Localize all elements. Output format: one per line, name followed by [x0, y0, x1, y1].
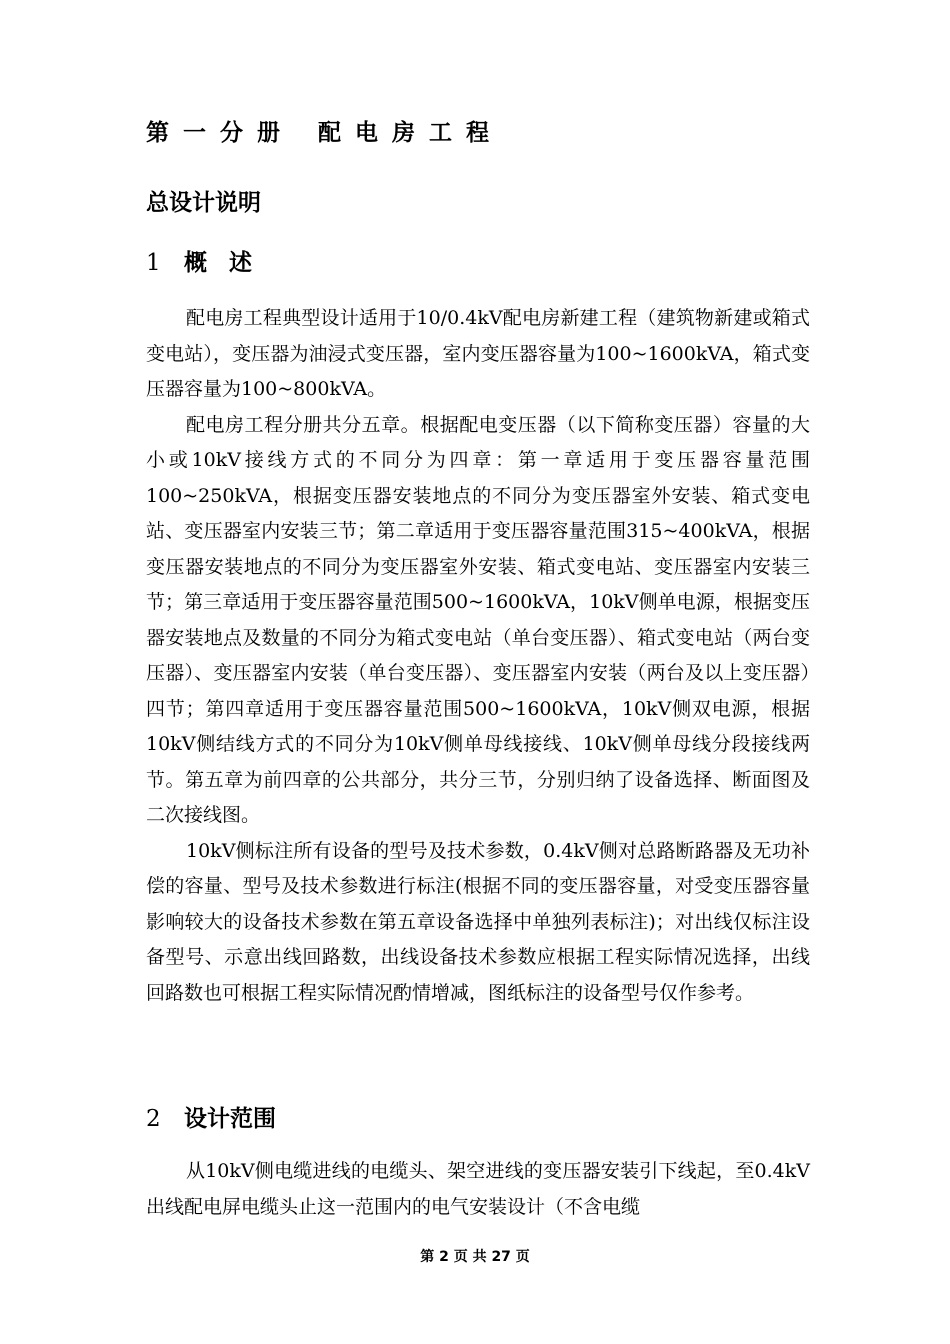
volume-name: 配电房工程 — [318, 120, 503, 146]
volume-number: 第一分册 — [146, 120, 294, 146]
section-number: 2 — [146, 1106, 161, 1132]
page-number-label: 第 2 页 共 27 页 — [420, 1249, 530, 1265]
section-heading-2 — [146, 1100, 276, 1133]
paragraph: 从10kV侧电缆进线的电缆头、架空进线的变压器安装引下线起，至0.4kV出线配电屏电缆头止这一范围内的电气安装设计（不含电缆 — [146, 1160, 810, 1218]
section-title: 设计范围 — [184, 1106, 276, 1132]
paragraph: 10kV侧标注所有设备的型号及技术参数，0.4kV侧对总路断路器及无功补偿的容量、型号及技术参数进行标注(根据不同的变压器容量，对受变压器容量影响较大的设备技术参数在第五章设备选择中单独列表标注)；对出线仅标注设备型号、示意出线回路数，出线设备技术参数应根据工程实际情况选择，出线回路数也可根据工程实际情况酌情增减，图纸标注的设备型号仅作参考。 — [146, 839, 810, 1004]
volume-title — [146, 114, 503, 147]
paragraph: 配电房工程典型设计适用于10/0.4kV配电房新建工程（建筑物新建或箱式变电站），变压器为油浸式变压器，室内变压器容量为100~1600kVA，箱式变压器容量为100~800kVA。 — [146, 307, 810, 400]
section-title: 概述 — [184, 250, 274, 276]
general-title — [146, 184, 261, 217]
section-number: 1 — [146, 250, 161, 276]
section-2-body — [146, 1154, 810, 1225]
section-heading-1 — [146, 244, 274, 277]
page-footer — [0, 1246, 950, 1266]
general-title-text: 总设计说明 — [146, 190, 261, 216]
section-1-body — [146, 301, 810, 1011]
paragraph: 配电房工程分册共分五章。根据配电变压器（以下简称变压器）容量的大小或10kV接线方式的不同分为四章：第一章适用于变压器容量范围100~250kVA，根据变压器安装地点的不同分为变压器室外安装、箱式变电站、变压器室内安装三节；第二章适用于变压器容量范围315~400kVA，根据变压器安装地点的不同分为变压器室外安装、箱式变电站、变压器室内安装三节；第三章适用于变压器容量范围500~1600kVA，10kV侧单电源，根据变压器安装地点及数量的不同分为箱式变电站（单台变压器）、箱式变电站（两台变压器）、变压器室内安装（单台变压器）、变压器室内安装（两台及以上变压器）四节；第四章适用于变压器容量范围500~1600kVA，10kV侧双电源，根据10kV侧结线方式的不同分为10kV侧单母线接线、10kV侧单母线分段接线两节。第五章为前四章的公共部分，共分三节，分别归纳了设备选择、断面图及二次接线图。 — [146, 413, 810, 826]
